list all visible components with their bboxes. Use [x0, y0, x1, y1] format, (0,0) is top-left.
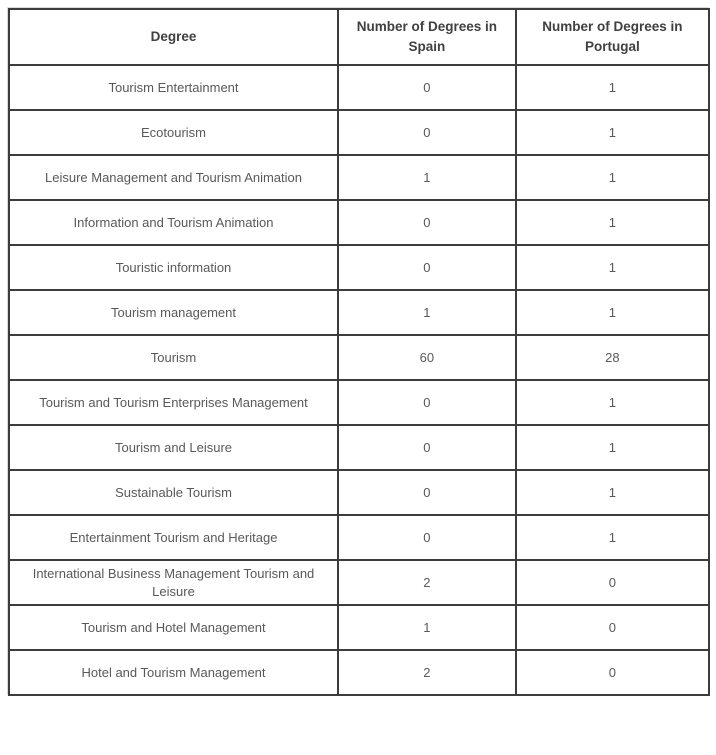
spain-count-cell: 0: [338, 245, 516, 290]
table-row: [9, 65, 709, 110]
degree-cell: Sustainable Tourism: [9, 470, 338, 515]
portugal-count-cell: 0: [516, 605, 709, 650]
degree-cell: Ecotourism: [9, 110, 338, 155]
portugal-count-cell: 1: [516, 470, 709, 515]
portugal-count-cell: 1: [516, 515, 709, 560]
degree-cell: Touristic information: [9, 245, 338, 290]
degree-cell: Information and Tourism Animation: [9, 200, 338, 245]
table-row: [9, 605, 709, 650]
header-degree: Degree: [9, 9, 338, 65]
spain-count-cell: 0: [338, 110, 516, 155]
degree-cell: International Business Management Tourism and Leisure: [9, 560, 338, 605]
degree-cell: Tourism management: [9, 290, 338, 335]
portugal-count-cell: 0: [516, 650, 709, 695]
table-row: [9, 155, 709, 200]
header-portugal: Number of Degrees in Portugal: [516, 9, 709, 65]
table-row: [9, 335, 709, 380]
portugal-count-cell: 1: [516, 200, 709, 245]
table-row: [9, 515, 709, 560]
spain-count-cell: 0: [338, 425, 516, 470]
spain-count-cell: 0: [338, 515, 516, 560]
portugal-count-cell: 1: [516, 425, 709, 470]
table-row: [9, 425, 709, 470]
spain-count-cell: 60: [338, 335, 516, 380]
portugal-count-cell: 1: [516, 245, 709, 290]
portugal-count-cell: 28: [516, 335, 709, 380]
degree-cell: Leisure Management and Tourism Animation: [9, 155, 338, 200]
portugal-count-cell: 1: [516, 65, 709, 110]
table-row: [9, 290, 709, 335]
portugal-count-cell: 1: [516, 380, 709, 425]
degree-cell: Hotel and Tourism Management: [9, 650, 338, 695]
portugal-count-cell: 1: [516, 155, 709, 200]
spain-count-cell: 2: [338, 560, 516, 605]
spain-count-cell: 0: [338, 380, 516, 425]
spain-count-cell: 0: [338, 470, 516, 515]
header-spain: Number of Degrees in Spain: [338, 9, 516, 65]
spain-count-cell: 0: [338, 65, 516, 110]
spain-count-cell: 1: [338, 290, 516, 335]
spain-count-cell: 1: [338, 155, 516, 200]
header-row: [9, 9, 709, 65]
degree-cell: Tourism and Leisure: [9, 425, 338, 470]
portugal-count-cell: 1: [516, 290, 709, 335]
spain-count-cell: 2: [338, 650, 516, 695]
degree-cell: Tourism Entertainment: [9, 65, 338, 110]
table-row: [9, 245, 709, 290]
table-row: [9, 560, 709, 605]
degrees-table: [8, 8, 710, 696]
spain-count-cell: 1: [338, 605, 516, 650]
degree-cell: Tourism and Hotel Management: [9, 605, 338, 650]
portugal-count-cell: 0: [516, 560, 709, 605]
degree-cell: Tourism: [9, 335, 338, 380]
degree-cell: Entertainment Tourism and Heritage: [9, 515, 338, 560]
portugal-count-cell: 1: [516, 110, 709, 155]
table-row: [9, 470, 709, 515]
table-row: [9, 200, 709, 245]
degree-cell: Tourism and Tourism Enterprises Management: [9, 380, 338, 425]
table-row: [9, 650, 709, 695]
table-row: [9, 380, 709, 425]
table-row: [9, 110, 709, 155]
spain-count-cell: 0: [338, 200, 516, 245]
